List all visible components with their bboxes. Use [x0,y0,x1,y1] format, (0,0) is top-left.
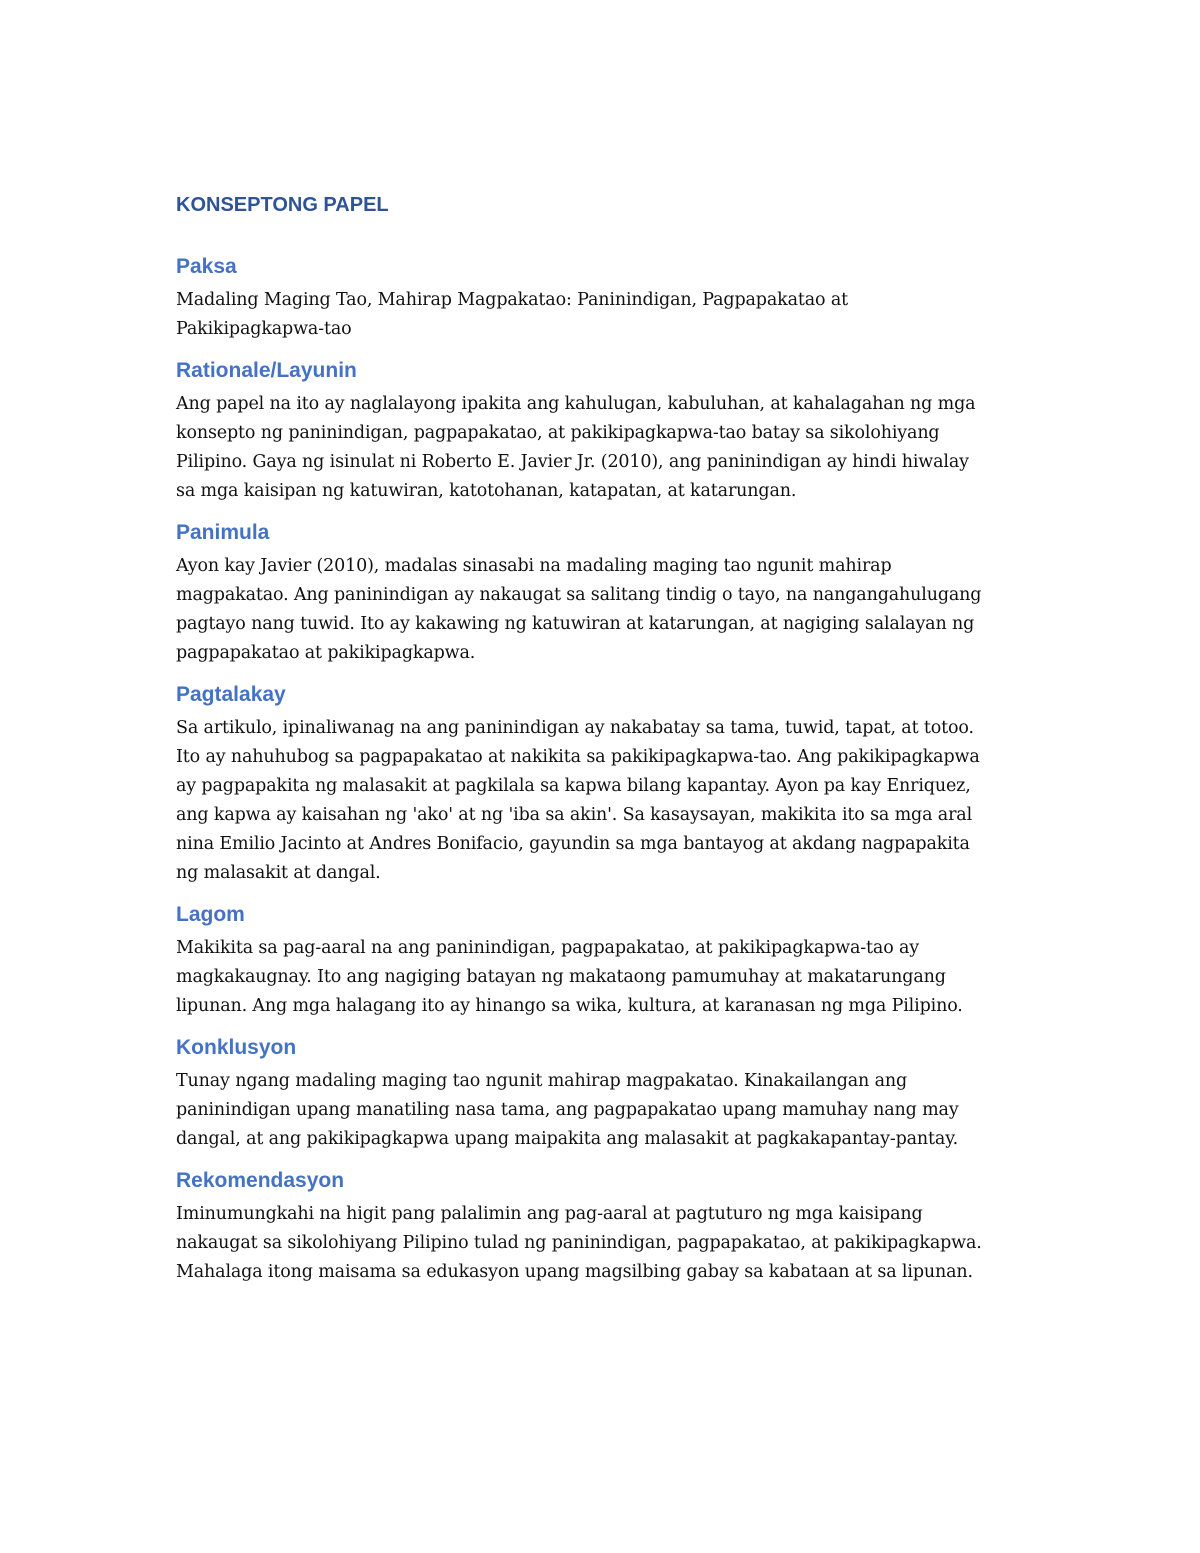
section-panimula [176,518,1026,668]
section-heading: Rationale/Layunin [176,359,357,382]
body-line: dangal, at ang pakikipagkapwa upang maipakita ang malasakit at pagkakapantay-pantay. [176,1129,959,1149]
section-konklusyon [176,1033,1026,1154]
section-heading: Lagom [176,903,245,926]
body-line: Ayon kay Javier (2010), madalas sinasabi na madaling maging tao ngunit mahirap [176,556,892,576]
section-heading: Paksa [176,255,237,278]
section-body [176,1067,1026,1154]
section-lagom [176,900,1026,1021]
body-line: nakaugat sa sikolohiyang Pilipino tulad ng paninindigan, pagpapakatao, at pakikipagkapwa. [176,1233,982,1253]
body-line: Mahalaga itong maisama sa edukasyon upang magsilbing gabay sa kabataan at sa lipunan. [176,1262,973,1282]
body-line: Pakikipagkapwa-tao [176,319,352,339]
body-line: Madaling Maging Tao, Mahirap Magpakatao: Paninindigan, Pagpapakatao at [176,290,849,310]
section-paksa [176,252,1026,344]
body-line: sa mga kaisipan ng katuwiran, katotohanan, katapatan, at katarungan. [176,481,797,501]
section-rekomendasyon [176,1166,1026,1287]
body-line: Pilipino. Gaya ng isinulat ni Roberto E. Javier Jr. (2010), ang paninindigan ay hindi hiwalay [176,452,969,472]
section-body [176,1200,1026,1287]
section-pagtalakay [176,680,1026,888]
body-line: Ito ay nahuhubog sa pagpapakatao at nakikita sa pakikipagkapwa-tao. Ang pakikipagkapwa [176,747,980,767]
document-page [176,190,1026,1299]
body-line: paninindigan upang manatiling nasa tama, ang pagpapakatao upang mamuhay nang may [176,1100,959,1120]
section-body [176,552,1026,668]
body-line: lipunan. Ang mga halagang ito ay hinango sa wika, kultura, at karanasan ng mga Pilipino. [176,996,963,1016]
body-line: magkakaugnay. Ito ang nagiging batayan ng makataong pamumuhay at makatarungang [176,967,946,987]
body-line: ang kapwa ay kaisahan ng 'ako' at ng 'iba sa akin'. Sa kasaysayan, makikita ito sa mga aral [176,805,973,825]
section-body [176,286,1026,344]
body-line: ng malasakit at dangal. [176,863,381,883]
section-heading: Konklusyon [176,1036,297,1059]
section-body [176,390,1026,506]
body-line: Iminumungkahi na higit pang palalimin ang pag-aaral at pagtuturo ng mga kaisipang [176,1204,923,1224]
section-heading: Panimula [176,521,270,544]
document-title: KONSEPTONG PAPEL [176,194,389,216]
body-line: nina Emilio Jacinto at Andres Bonifacio, gayundin sa mga bantayog at akdang nagpapakita [176,834,970,854]
body-line: Makikita sa pag-aaral na ang paninindigan, pagpapakatao, at pakikipagkapwa-tao ay [176,938,920,958]
body-line: ay pagpapakita ng malasakit at pagkilala sa kapwa bilang kapantay. Ayon pa kay Enriquez, [176,776,971,796]
body-line: Ang papel na ito ay naglalayong ipakita ang kahulugan, kabuluhan, at kahalagahan ng mga [176,394,976,414]
body-line: pagpapakatao at pakikipagkapwa. [176,643,476,663]
section-heading: Rekomendasyon [176,1169,345,1192]
body-line: pagtayo nang tuwid. Ito ay kakawing ng katuwiran at katarungan, at nagiging salalayan ng [176,614,975,634]
section-body [176,714,1026,888]
section-heading: Pagtalakay [176,683,286,706]
body-line: magpakatao. Ang paninindigan ay nakaugat sa salitang tindig o tayo, na nangangahulugang [176,585,982,605]
section-rationale [176,356,1026,506]
body-line: Sa artikulo, ipinaliwanag na ang paninindigan ay nakabatay sa tama, tuwid, tapat, at totoo. [176,718,974,738]
body-line: Tunay ngang madaling maging tao ngunit mahirap magpakatao. Kinakailangan ang [176,1071,908,1091]
body-line: konsepto ng paninindigan, pagpapakatao, at pakikipagkapwa-tao batay sa sikolohiyang [176,423,940,443]
section-body [176,934,1026,1021]
